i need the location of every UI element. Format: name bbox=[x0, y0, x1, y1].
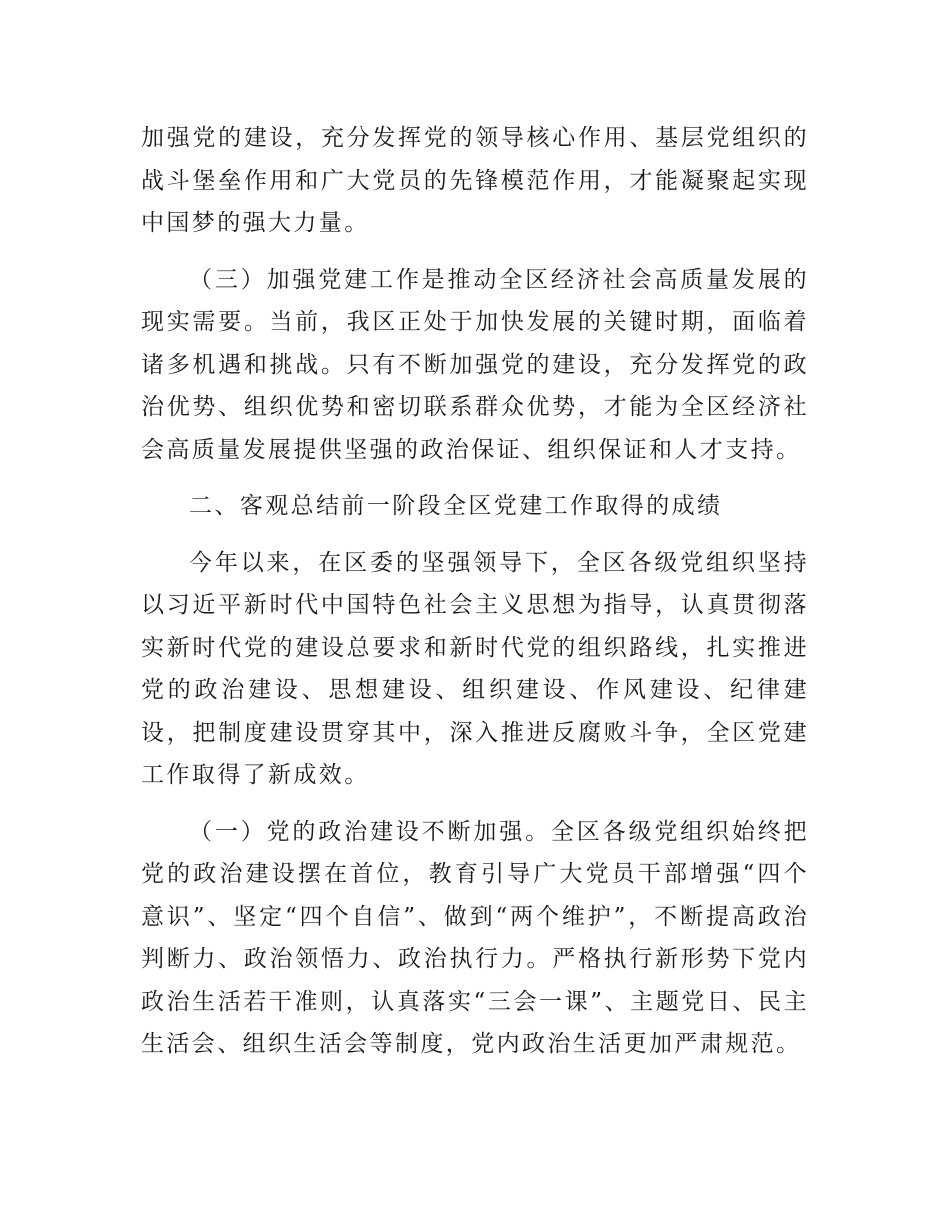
document-body bbox=[141, 117, 809, 1080]
paragraph-achievements-intro: 今年以来，在区委的坚强领导下，全区各级党组织坚持以习近平新时代中国特色社会主义思想为指导，认真贯彻落实新时代党的建设总要求和新时代党的组织路线，扎实推进党的政治建设、思想建设、组织建设、作风建设、纪律建设，把制度建设贯穿其中，深入推进反腐败斗争，全区党建工作取得了新成效。 bbox=[141, 549, 809, 788]
paragraph-continuation: 加强党的建设，充分发挥党的领导核心作用、基层党组织的战斗堡垒作用和广大党员的先锋模范作用，才能凝聚起实现中国梦的强大力量。 bbox=[141, 125, 809, 236]
paragraph-political-building: （一）党的政治建设不断加强。全区各级党组织始终把党的政治建设摆在首位，教育引导广大党员干部增强“四个意识”、坚定“四个自信”、做到“两个维护”，不断提高政治判断力、政治领悟力、政治执行力。严格执行新形势下党内政治生活若干准则，认真落实“三会一课”、主题党日、民主生活会、组织生活会等制度，党内政治生活更加严肃规范。 bbox=[141, 818, 809, 1057]
paragraph-section-three: （三）加强党建工作是推动全区经济社会高质量发展的现实需要。当前，我区正处于加快发展的关键时期，面临着诸多机遇和挑战。只有不断加强党的建设，充分发挥党的政治优势、组织优势和密切联系群众优势，才能为全区经济社会高质量发展提供坚强的政治保证、组织保证和人才支持。 bbox=[141, 266, 809, 463]
section-heading-two: 二、客观总结前一阶段全区党建工作取得的成绩 bbox=[189, 493, 723, 519]
